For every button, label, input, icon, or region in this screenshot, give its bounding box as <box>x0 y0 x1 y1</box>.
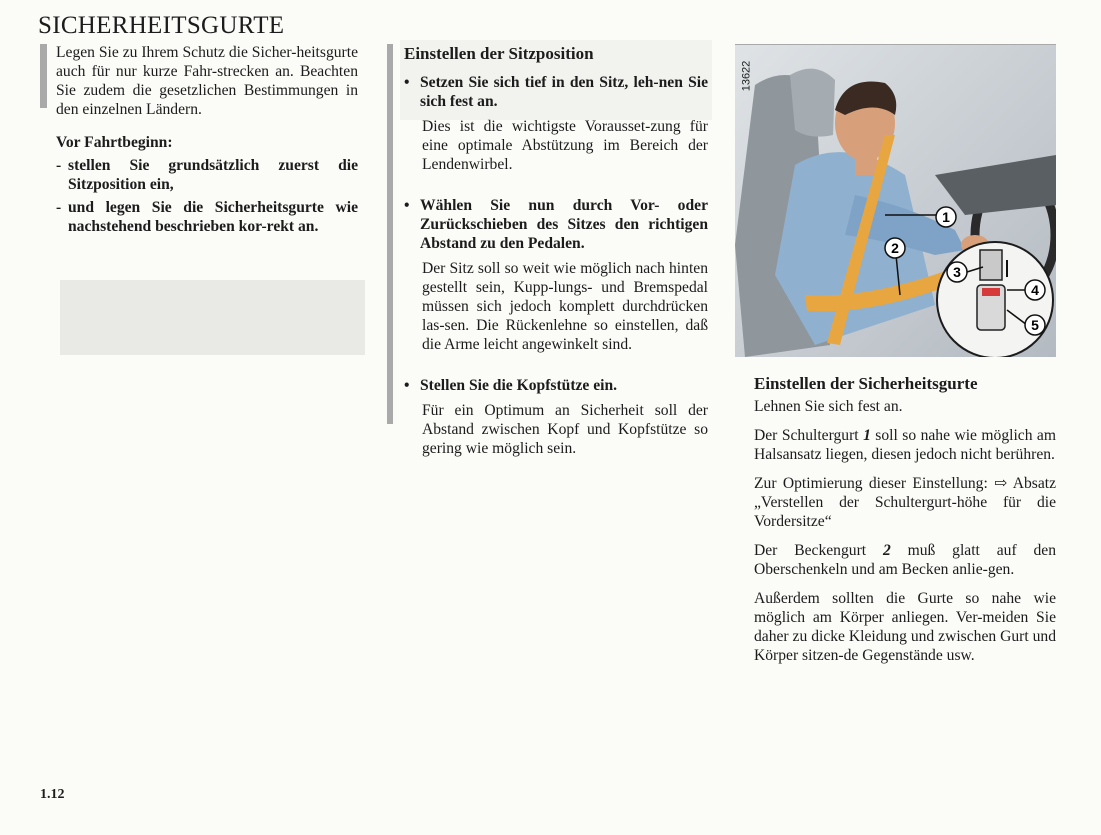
callout-ref: 1 <box>863 427 871 444</box>
column-rule-1 <box>40 44 47 108</box>
text-run: soll so nahe wie möglich am Halsansatz liegen, diesen jedoch nicht berühren. <box>754 427 1056 463</box>
callout-5-label: 5 <box>1031 317 1039 333</box>
before-drive-label: Vor Fahrtbeginn: <box>56 134 173 151</box>
figure-id <box>741 60 759 96</box>
column-rule-2 <box>387 44 393 424</box>
list-item: - und legen Sie die Sicherheitsgurte wie nachstehend beschrieben kor-rekt an. <box>56 199 358 235</box>
column-3 <box>754 374 1056 675</box>
page-number: 1.12 <box>40 787 65 802</box>
list-item: - stellen Sie grundsätzlich zuerst die Sitzposition ein, <box>56 157 358 193</box>
buckle-tongue <box>980 250 1002 280</box>
body-paragraph: Dies ist die wichtigste Vorausset-zung für eine optimale Abstützung im Bereich der Lendenwirbel. <box>422 118 708 173</box>
callout-3-label: 3 <box>953 264 961 280</box>
bullet-item: • Stellen Sie die Kopfstütze ein. <box>404 377 618 394</box>
buckle-button <box>982 288 1000 296</box>
body-paragraph: Der Sitz soll so weit wie möglich nach hinten gestellt sein, Kupp-lungs- und Bremspedal müssen sich jedoch komplett durchdrücken las-sen. Die Rückenlehne so einstellen, daß die Arme leicht angewinkelt sind. <box>422 260 708 353</box>
neck <box>855 155 877 175</box>
section-heading: Einstellen der Sicherheitsgurte <box>754 374 978 393</box>
column-1 <box>56 43 358 240</box>
body-paragraph <box>754 474 1056 531</box>
bullet-text: Stellen Sie die Kopfstütze ein. <box>420 377 618 394</box>
list-item-text: und legen Sie die Sicherheitsgurte wie nachstehend beschrieben kor-rekt an. <box>68 199 358 235</box>
column-2 <box>404 44 708 468</box>
bullet-text: Wählen Sie nun durch Vor- oder Zurückschieben des Sitzes den richtigen Abstand zu den Pedalen. <box>420 197 708 252</box>
callout-ref: 2 <box>882 542 891 559</box>
body-paragraph: Für ein Optimum an Sicherheit soll der Abstand zwischen Kopf und Kopfstütze so gering wie möglich sein. <box>422 402 708 457</box>
seatbelt-illustration-svg <box>735 45 1056 357</box>
bullet-item: • Wählen Sie nun durch Vor- oder Zurückschieben des Sitzes den richtigen Abstand zu den Pedalen. <box>404 197 708 252</box>
callout-4-label: 4 <box>1031 282 1039 298</box>
section-heading: Einstellen der Sitzposition <box>404 44 594 63</box>
headrest <box>790 69 835 137</box>
page-title: SICHERHEITSGURTE <box>38 12 285 39</box>
list-item-text: stellen Sie grundsätzlich zuerst die Sitzposition ein, <box>68 157 358 193</box>
callout-2-label: 2 <box>891 240 899 256</box>
body-paragraph <box>754 541 1056 579</box>
bullet-item: • Setzen Sie sich tief in den Sitz, leh-nen Sie sich fest an. <box>404 74 708 110</box>
text-run: Der Schultergurt <box>754 427 864 444</box>
text-run: muß glatt auf den Oberschenkeln und am Becken anlie-gen. <box>754 542 1056 578</box>
text-run: Der Beckengurt <box>754 542 883 559</box>
text-run: Absatz „Verstellen der Schultergurt-höhe für die Vordersitze“ <box>754 475 1056 530</box>
bleed-through-block <box>60 280 365 355</box>
body-paragraph: Lehnen Sie sich fest an. <box>754 398 903 415</box>
cross-reference-arrow-icon: ⇨ <box>994 475 1008 492</box>
text-run: Zur Optimierung dieser Einstellung: <box>754 475 995 492</box>
intro-paragraph: Legen Sie zu Ihrem Schutz die Sicher-heitsgurte auch für nur kurze Fahr-strecken an. Beachten Sie zudem die gesetzlichen Bestimmungen in den einzelnen Ländern. <box>56 44 358 118</box>
callout-1-label: 1 <box>942 209 950 225</box>
figure-id-text: 13622 <box>740 60 753 92</box>
body-paragraph <box>754 426 1056 464</box>
body-paragraph: Außerdem sollten die Gurte so nahe wie möglich am Körper anliegen. Ver-meiden Sie daher zu dicke Kleidung und zwischen Gurt und Körper sitzen-de Gegenstände usw. <box>754 590 1056 664</box>
seatbelt-illustration <box>735 45 1056 357</box>
bullet-text: Setzen Sie sich tief in den Sitz, leh-nen Sie sich fest an. <box>420 74 708 110</box>
